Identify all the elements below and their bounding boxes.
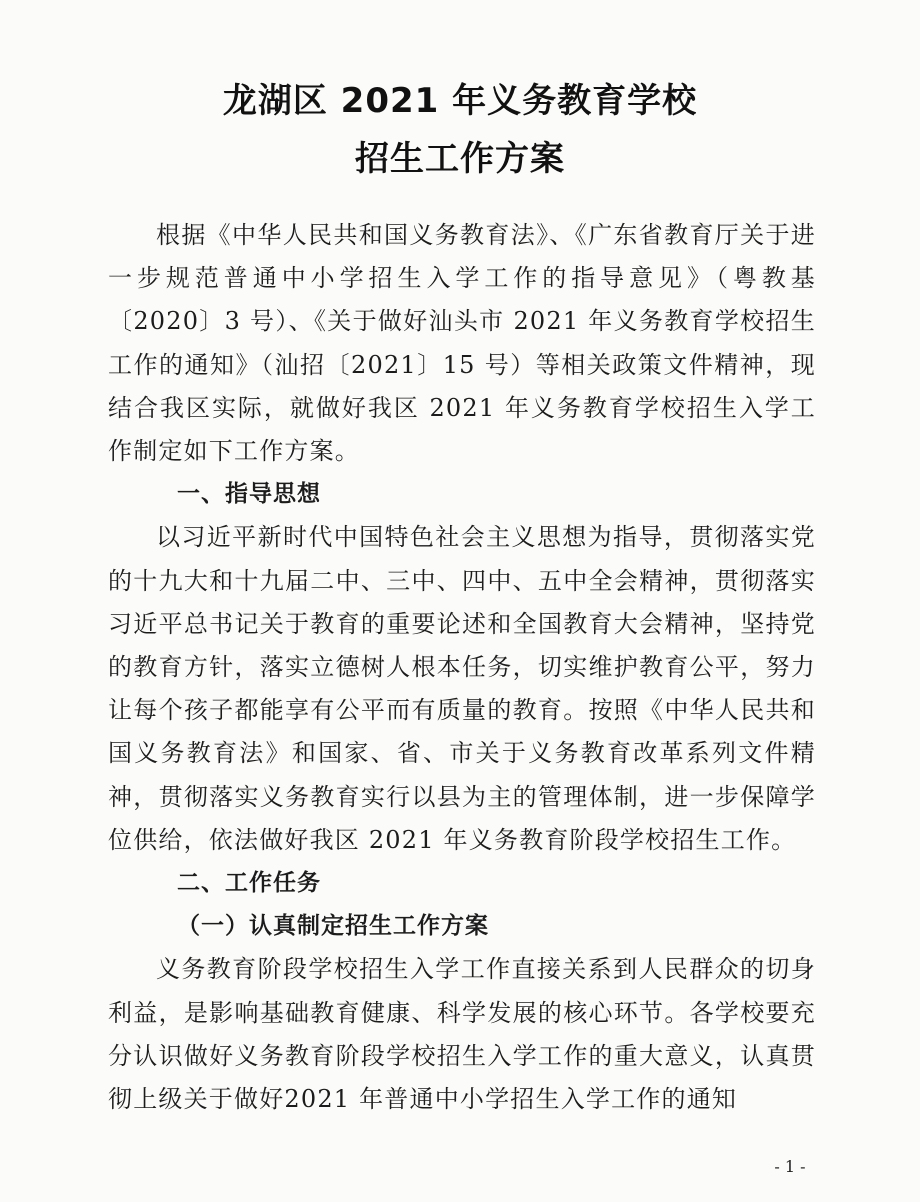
intro-paragraph: 根据《中华人民共和国义务教育法》、《广东省教育厅关于进一步规范普通中小学招生入学工作的指导意见》（粤教基〔2020〕3 号）、《关于做好汕头市 2021 年义务教育学校招生工作的通知》（汕招〔2021〕15 号）等相关政策文件精神，现结合我区实际，就做好我区 2021 年义务教育学校招生入学工作制定如下工作方案。 — [108, 221, 816, 466]
subsection-heading-plan: （一）认真制定招生工作方案 — [177, 913, 489, 940]
page-number: - 1 - — [774, 1157, 806, 1176]
document-body — [108, 214, 816, 1121]
plan-paragraph: 义务教育阶段学校招生入学工作直接关系到人民群众的切身利益，是影响基础教育健康、科学发展的核心环节。各学校要充分认识做好义务教育阶段学校招生入学工作的重大意义，认真贯彻上级关于做好2021 年普通中小学招生入学工作的通知 — [108, 955, 816, 1114]
document-title — [0, 72, 920, 188]
title-line-2: 招生工作方案 — [355, 139, 565, 179]
section-heading-guiding-thought: 一、指导思想 — [177, 481, 321, 508]
title-line-1: 龙湖区 2021 年义务教育学校 — [222, 81, 698, 121]
section-heading-work-tasks: 二、工作任务 — [177, 870, 321, 897]
guiding-thought-paragraph: 以习近平新时代中国特色社会主义思想为指导，贯彻落实党的十九大和十九届二中、三中、四中、五中全会精神，贯彻落实习近平总书记关于教育的重要论述和全国教育大会精神，坚持党的教育方针，落实立德树人根本任务，切实维护教育公平，努力让每个孩子都能享有公平而有质量的教育。按照《中华人民共和国义务教育法》和国家、省、市关于义务教育改革系列文件精神，贯彻落实义务教育实行以县为主的管理体制，进一步保障学位供给，依法做好我区 2021 年义务教育阶段学校招生工作。 — [108, 523, 816, 854]
